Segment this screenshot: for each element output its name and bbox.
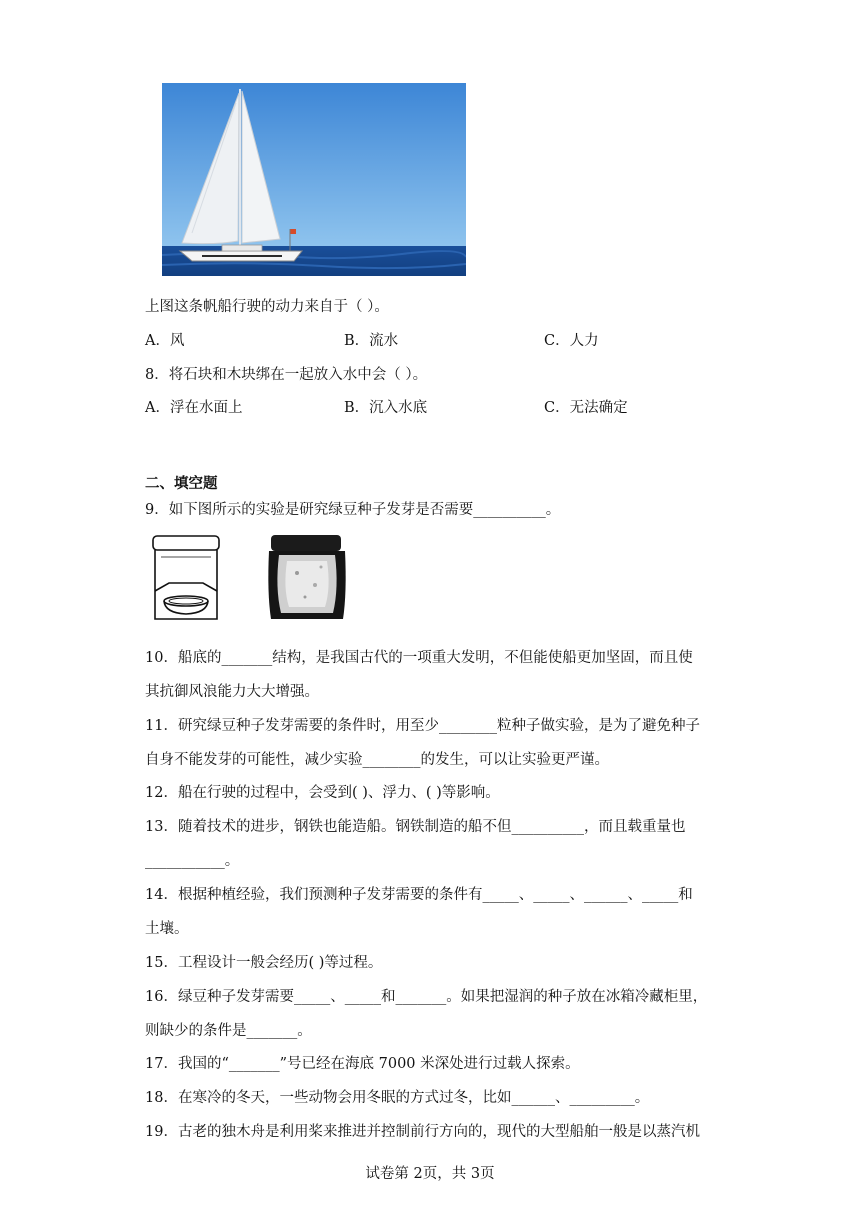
question-7-stem: 上图这条帆船行驶的动力来自于（ ）。 (145, 299, 389, 315)
q7-option-a: A．风 (145, 333, 185, 349)
question-14-line-1: 14．根据种植经验，我们预测种子发芽需要的条件有_____、_____、______、_____和 (145, 887, 693, 903)
sailboat-image (162, 83, 466, 276)
question-12: 12．船在行驶的过程中，会受到( )、浮力、( )等影响。 (145, 785, 500, 801)
question-18: 18．在寒冷的冬天，一些动物会用冬眠的方式过冬，比如______、_________。 (145, 1090, 650, 1106)
question-16-line-1: 16．绿豆种子发芽需要_____、_____和_______。如果把湿润的种子放在冰箱冷藏柜里， (145, 989, 708, 1005)
q8-option-b: B．沉入水底 (344, 400, 428, 416)
question-13-line-2: ___________。 (145, 853, 240, 869)
q7-option-b: B．流水 (344, 333, 399, 349)
question-11-line-2: 自身不能发芽的可能性，减少实验________的发生，可以让实验更严谨。 (145, 752, 609, 768)
question-11-line-1: 11．研究绿豆种子发芽需要的条件时，用至少________粒种子做实验，是为了避免种子 (145, 718, 700, 734)
q8-option-c: C．无法确定 (544, 400, 628, 416)
question-10-line-2: 其抗御风浪能力大大增强。 (145, 684, 319, 700)
q7-option-c: C．人力 (544, 333, 599, 349)
question-14-line-2: 土壤。 (145, 921, 189, 937)
question-9: 9．如下图所示的实验是研究绿豆种子发芽是否需要__________。 (145, 502, 561, 518)
question-8-stem: 8．将石块和木块绑在一起放入水中会（ ）。 (145, 367, 428, 383)
question-13-line-1: 13．随着技术的进步，钢铁也能造船。钢铁制造的船不但__________，而且载重量也 (145, 819, 686, 835)
seed-jar-experiment-image (147, 533, 362, 625)
question-16-line-2: 则缺少的条件是_______。 (145, 1023, 312, 1039)
question-10-line-1: 10．船底的_______结构，是我国古代的一项重大发明，不但能使船更加坚固，而且使 (145, 650, 693, 666)
page-footer: 试卷第 2页，共 3页 (365, 1166, 495, 1182)
question-19: 19．古老的独木舟是利用桨来推进并控制前行方向的，现代的大型船舶一般是以蒸汽机 (145, 1124, 700, 1140)
q8-option-a: A．浮在水面上 (145, 400, 243, 416)
section-title-fill-in: 二、填空题 (145, 476, 218, 492)
question-17: 17．我国的“_______”号已经在海底 7000 米深处进行过载人探索。 (145, 1056, 580, 1072)
question-15: 15．工程设计一般会经历( )等过程。 (145, 955, 383, 971)
